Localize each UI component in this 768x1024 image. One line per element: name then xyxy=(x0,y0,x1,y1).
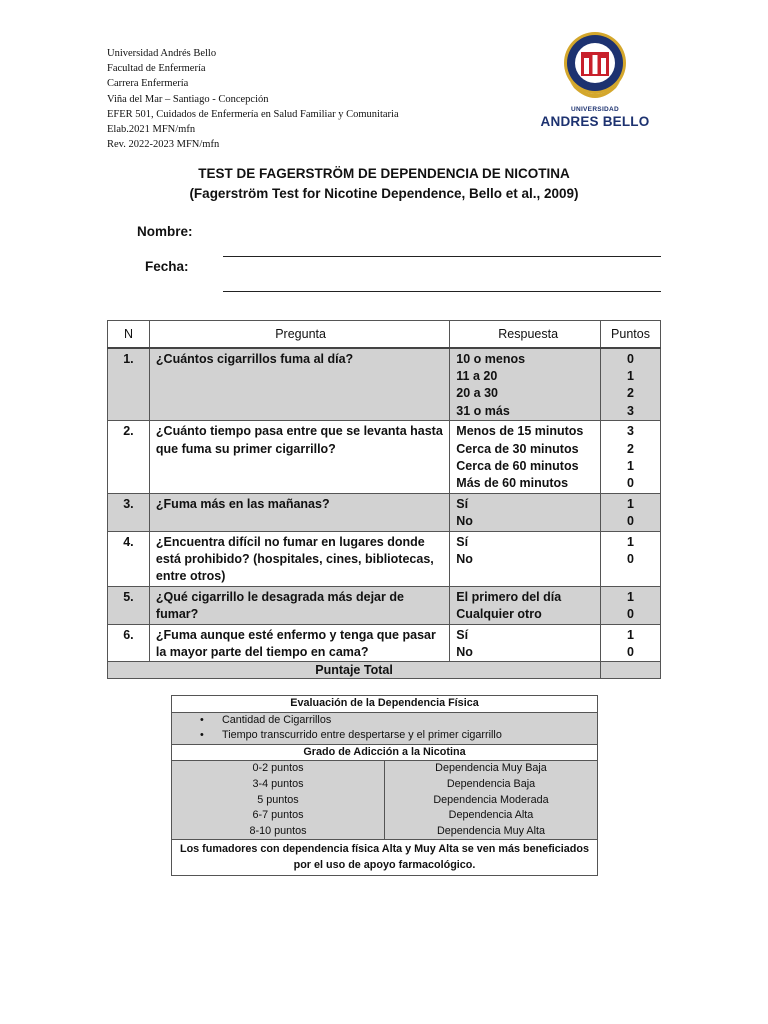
point-value: 1 xyxy=(627,534,634,549)
answer-option: No xyxy=(456,514,473,529)
answer-option: Cerca de 30 minutos xyxy=(456,441,579,456)
grade-level: Dependencia Alta xyxy=(448,809,534,822)
point-value: 1 xyxy=(627,589,634,604)
grado-title: Grado de Adicción a la Nicotina xyxy=(172,744,598,761)
point-value: 0 xyxy=(627,514,634,529)
grade-range: 6-7 puntos xyxy=(252,809,304,822)
logo-big-text: ANDRES BELLO xyxy=(540,114,650,129)
header-respuesta: Respuesta xyxy=(450,321,601,348)
table-header-row xyxy=(108,321,661,348)
grade-level: Dependencia Baja xyxy=(446,777,536,790)
table-row xyxy=(108,493,661,531)
row-number: 2. xyxy=(108,421,150,494)
grade-levels xyxy=(385,761,598,840)
table-row xyxy=(108,624,661,662)
header-pregunta: Pregunta xyxy=(149,321,449,348)
answer-option: Sí xyxy=(456,627,469,642)
answer-option: 11 a 20 xyxy=(456,368,498,383)
point-value: 0 xyxy=(627,476,634,491)
answer-option: Sí xyxy=(456,534,469,549)
header-n: N xyxy=(108,321,150,348)
answer-option: Sí xyxy=(456,496,469,511)
point-value: 2 xyxy=(627,386,634,401)
list-item: • Tiempo transcurrido entre despertarse y el primer cigarrillo xyxy=(200,728,597,744)
question-text: ¿Fuma aunque esté enfermo y tenga que pasar la mayor parte del tiempo en cama? xyxy=(149,624,449,662)
point-value: 0 xyxy=(627,645,634,659)
question-text: ¿Fuma más en las mañanas? xyxy=(149,493,449,531)
header-line-rev: Rev. 2022-2023 MFN/mfn xyxy=(107,139,220,151)
evaluation-footer-note: Los fumadores con dependencia física Alta y Muy Alta se ven más beneficiados por el uso de apoyo farmacológico. xyxy=(172,840,598,876)
answer-option: No xyxy=(456,551,473,566)
answer-option: Menos de 15 minutos xyxy=(456,424,584,439)
points xyxy=(601,624,661,662)
total-score-cell[interactable] xyxy=(601,662,661,679)
row-number: 6. xyxy=(108,624,150,662)
answer-option: 31 o más xyxy=(456,403,510,418)
header-line-campuses: Viña del Mar – Santiago - Concepción xyxy=(107,93,269,105)
question-text: ¿Encuentra difícil no fumar en lugares donde está prohibido? (hospitales, cines, bibliotecas, entre otros) xyxy=(149,531,449,586)
header-line-elab: Elab.2021 MFN/mfn xyxy=(107,124,196,136)
grade-range: 0-2 puntos xyxy=(252,762,304,775)
points xyxy=(601,493,661,531)
point-value: 1 xyxy=(627,627,634,642)
point-value: 3 xyxy=(627,424,634,439)
row-number: 5. xyxy=(108,586,150,624)
answer-options xyxy=(450,421,601,494)
row-number: 3. xyxy=(108,493,150,531)
point-value: 1 xyxy=(627,496,634,511)
answer-option: El primero del día xyxy=(456,589,562,604)
question-text: ¿Cuántos cigarrillos fuma al día? xyxy=(149,348,449,421)
table-row xyxy=(108,531,661,586)
points xyxy=(601,531,661,586)
evaluation-criteria xyxy=(172,712,598,744)
total-row xyxy=(108,662,661,679)
fecha-label: Fecha: xyxy=(145,259,189,274)
nombre-label: Nombre: xyxy=(137,224,193,239)
header-puntos: Puntos xyxy=(601,321,661,348)
university-logo xyxy=(540,28,650,132)
answer-options xyxy=(450,586,601,624)
point-value: 1 xyxy=(627,368,634,383)
criteria-list xyxy=(172,713,597,744)
header-line-course: EFER 501, Cuidados de Enfermería en Salud Familiar y Comunitaria xyxy=(107,108,399,120)
answer-option: No xyxy=(456,645,473,659)
table-row xyxy=(108,421,661,494)
points xyxy=(601,421,661,494)
point-value: 3 xyxy=(627,403,634,418)
answer-options xyxy=(450,624,601,662)
row-number: 1. xyxy=(108,348,150,421)
logo-small-text: UNIVERSIDAD xyxy=(570,106,620,113)
fagerstrom-table xyxy=(107,320,661,679)
table-row xyxy=(108,348,661,421)
fecha-field-line[interactable] xyxy=(223,291,661,292)
grade-level: Dependencia Muy Alta xyxy=(436,824,546,837)
list-item: • Cantidad de Cigarrillos xyxy=(200,713,597,729)
evaluation-title: Evaluación de la Dependencia Física xyxy=(172,696,598,713)
grade-level: Dependencia Muy Baja xyxy=(435,762,547,775)
question-text: ¿Cuánto tiempo pasa entre que se levanta hasta que fuma su primer cigarrillo? xyxy=(149,421,449,494)
header-line-career: Carrera Enfermería xyxy=(107,78,189,90)
table-row xyxy=(108,586,661,624)
points xyxy=(601,586,661,624)
point-value: 1 xyxy=(627,458,634,473)
evaluation-table xyxy=(171,695,598,876)
answer-options xyxy=(450,493,601,531)
point-value: 2 xyxy=(627,441,634,456)
question-text: ¿Qué cigarrillo le desagrada más dejar de fumar? xyxy=(149,586,449,624)
grade-level: Dependencia Moderada xyxy=(433,793,549,806)
total-label: Puntaje Total xyxy=(108,662,601,679)
institution-header xyxy=(107,46,399,152)
header-line-university: Universidad Andrés Bello xyxy=(107,48,217,59)
nombre-field-line[interactable] xyxy=(223,256,661,257)
points xyxy=(601,348,661,421)
university-seal-icon xyxy=(562,28,628,104)
document-subtitle: (Fagerström Test for Nicotine Dependence, Bello et al., 2009) xyxy=(189,186,579,201)
grade-range: 8-10 puntos xyxy=(249,824,307,837)
point-value: 0 xyxy=(627,607,634,622)
answer-option: Más de 60 minutos xyxy=(456,476,569,491)
point-value: 0 xyxy=(627,351,634,366)
answer-option: Cualquier otro xyxy=(456,607,542,622)
grade-range: 5 puntos xyxy=(257,793,299,806)
document-title: TEST DE FAGERSTRÖM DE DEPENDENCIA DE NICOTINA xyxy=(198,166,570,181)
answer-option: Cerca de 60 minutos xyxy=(456,458,579,473)
header-line-faculty: Facultad de Enfermería xyxy=(107,63,206,75)
grade-ranges xyxy=(172,761,385,840)
answer-option: 10 o menos xyxy=(456,351,526,366)
answer-options xyxy=(450,531,601,586)
point-value: 0 xyxy=(627,551,634,566)
answer-option: 20 a 30 xyxy=(456,386,498,401)
answer-options xyxy=(450,348,601,421)
row-number: 4. xyxy=(108,531,150,586)
grade-range: 3-4 puntos xyxy=(252,777,304,790)
